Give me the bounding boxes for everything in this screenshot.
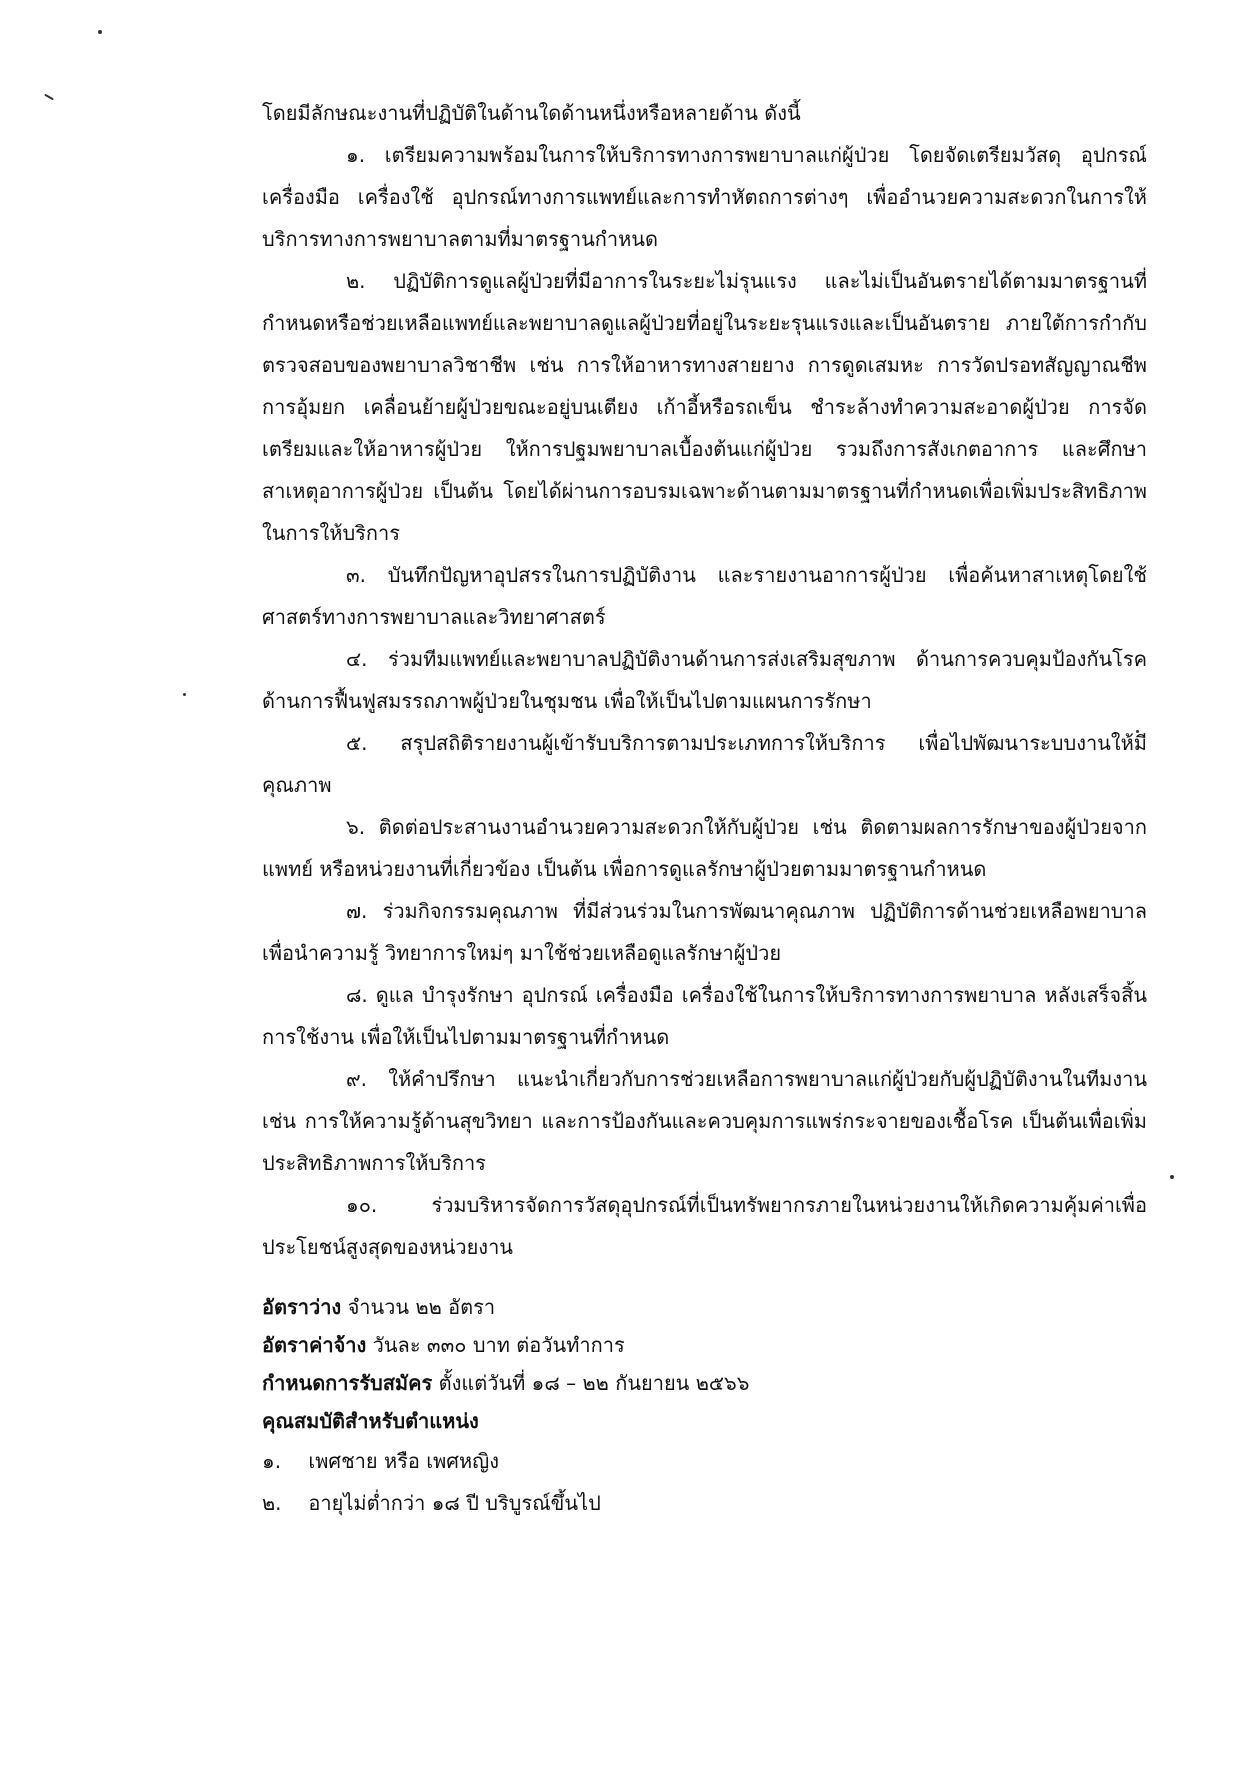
scan-speck	[44, 94, 54, 101]
application-period-line	[262, 1364, 1147, 1402]
qualifications-heading-line	[262, 1402, 1147, 1440]
qualifications-heading: คุณสมบัติสำหรับตำแหน่ง	[262, 1409, 479, 1433]
wage-label: อัตราค่าจ้าง	[262, 1333, 367, 1357]
duty-item-3: ๓. บันทึกปัญหาอุปสรรในการปฏิบัติงาน และรายงานอาการผู้ป่วย เพื่อค้นหาสาเหตุโดยใช้ศาสตร์ทางการพยาบาลและวิทยาศาสตร์	[262, 563, 1147, 629]
qualification-text: เพศชาย หรือ เพศหญิง	[308, 1449, 499, 1473]
duty-item-10: ๑๐. ร่วมบริหารจัดการวัสดุอุปกรณ์ที่เป็นทรัพยากรภายในหน่วยงานให้เกิดความคุ้มค่าเพื่อประโยชน์สูงสุดของหน่วยงาน	[262, 1193, 1147, 1259]
intro-line: โดยมีลักษณะงานที่ปฏิบัติในด้านใดด้านหนึ่งหรือหลายด้าน ดังนี้	[262, 101, 801, 125]
duty-item-2: ๒. ปฏิบัติการดูแลผู้ป่วยที่มีอาการในระยะไม่รุนแรง และไม่เป็นอันตรายได้ตามมาตรฐานที่กำหนดหรือช่วยเหลือแพทย์และพยาบาลดูแลผู้ป่วยที่อยู่ในระยะรุนแรงและเป็นอันตราย ภายใต้การกำกับตรวจสอบของพยาบาลวิชาชีพ เช่น การให้อาหารทางสายยาง การดูดเสมหะ การวัดปรอทสัญญาณชีพ การอุ้มยก เคลื่อนย้ายผู้ป่วยขณะอยู่บนเตียง เก้าอี้หรือรถเข็น ชำระล้างทำความสะอาดผู้ป่วย การจัดเตรียมและให้อาหารผู้ป่วย ให้การปฐมพยาบาลเบื้องต้นแก่ผู้ป่วย รวมถึงการสังเกตอาการ และศึกษาสาเหตุอาการผู้ป่วย เป็นต้น โดยได้ผ่านการอบรมเฉพาะด้านตามมาตรฐานที่กำหนดเพื่อเพิ่มประสิทธิภาพในการให้บริการ	[262, 269, 1147, 545]
vacancy-line	[262, 1288, 1147, 1326]
qualification-number: ๑.	[262, 1449, 282, 1473]
section-spacer	[262, 1268, 1147, 1288]
scan-speck	[98, 30, 102, 34]
duty-item-5: ๕. สรุปสถิติรายงานผู้เข้ารับบริการตามประเภทการให้บริการ เพื่อไปพัฒนาระบบงานให้มีคุณภาพ	[262, 731, 1147, 797]
duty-item-7: ๗. ร่วมกิจกรรมคุณภาพ ที่มีส่วนร่วมในการพัฒนาคุณภาพ ปฏิบัติการด้านช่วยเหลือพยาบาลเพื่อนำความรู้ วิทยาการใหม่ๆ มาใช้ช่วยเหลือดูแลรักษาผู้ป่วย	[262, 899, 1147, 965]
duty-item-1: ๑. เตรียมความพร้อมในการให้บริการทางการพยาบาลแก่ผู้ป่วย โดยจัดเตรียมวัสดุ อุปกรณ์ เครื่องมือ เครื่องใช้ อุปกรณ์ทางการแพทย์และการทำหัตถการต่างๆ เพื่ออำนวยความสะดวกในการให้บริการทางการพยาบาลตามที่มาตรฐานกำหนด	[262, 143, 1147, 251]
wage-line	[262, 1326, 1147, 1364]
scan-speck	[183, 693, 186, 696]
duty-item-9: ๙. ให้คำปรึกษา แนะนำเกี่ยวกับการช่วยเหลือการพยาบาลแก่ผู้ป่วยกับผู้ปฏิบัติงานในทีมงานเช่น การให้ความรู้ด้านสุขวิทยา และการป้องกันและควบคุมการแพร่กระจายของเชื้อโรค เป็นต้นเพื่อเพิ่มประสิทธิภาพการให้บริการ	[262, 1067, 1147, 1175]
application-period-value: ตั้งแต่วันที่ ๑๘ – ๒๒ กันยายน ๒๕๖๖	[438, 1371, 750, 1395]
application-period-label: กำหนดการรับสมัคร	[262, 1371, 433, 1395]
scan-speck	[1170, 1175, 1174, 1179]
wage-value: วันละ ๓๓๐ บาท ต่อวันทำการ	[372, 1333, 625, 1357]
duty-item-4: ๔. ร่วมทีมแพทย์และพยาบาลปฏิบัติงานด้านการส่งเสริมสุขภาพ ด้านการควบคุมป้องกันโรคด้านการฟื้นฟูสมรรถภาพผู้ป่วยในชุมชน เพื่อให้เป็นไปตามแผนการรักษา	[262, 647, 1147, 713]
qualification-item	[262, 1482, 1147, 1524]
vacancy-label: อัตราว่าง	[262, 1295, 342, 1319]
qualification-text: อายุไม่ต่ำกว่า ๑๘ ปี บริบูรณ์ขึ้นไป	[308, 1491, 601, 1515]
duty-item-8: ๘. ดูแล บำรุงรักษา อุปกรณ์ เครื่องมือ เครื่องใช้ในการให้บริการทางการพยาบาล หลังเสร็จสิ้นการใช้งาน เพื่อให้เป็นไปตามมาตรฐานที่กำหนด	[262, 983, 1147, 1049]
qualification-number: ๒.	[262, 1491, 282, 1515]
duty-item-6: ๖. ติดต่อประสานงานอำนวยความสะดวกให้กับผู้ป่วย เช่น ติดตามผลการรักษาของผู้ป่วยจากแพทย์ หรือหน่วยงานที่เกี่ยวข้อง เป็นต้น เพื่อการดูแลรักษาผู้ป่วยตามมาตรฐานกำหนด	[262, 815, 1147, 881]
vacancy-value: จำนวน ๒๒ อัตรา	[347, 1295, 496, 1319]
qualification-item	[262, 1440, 1147, 1482]
document-body	[262, 92, 1147, 1524]
